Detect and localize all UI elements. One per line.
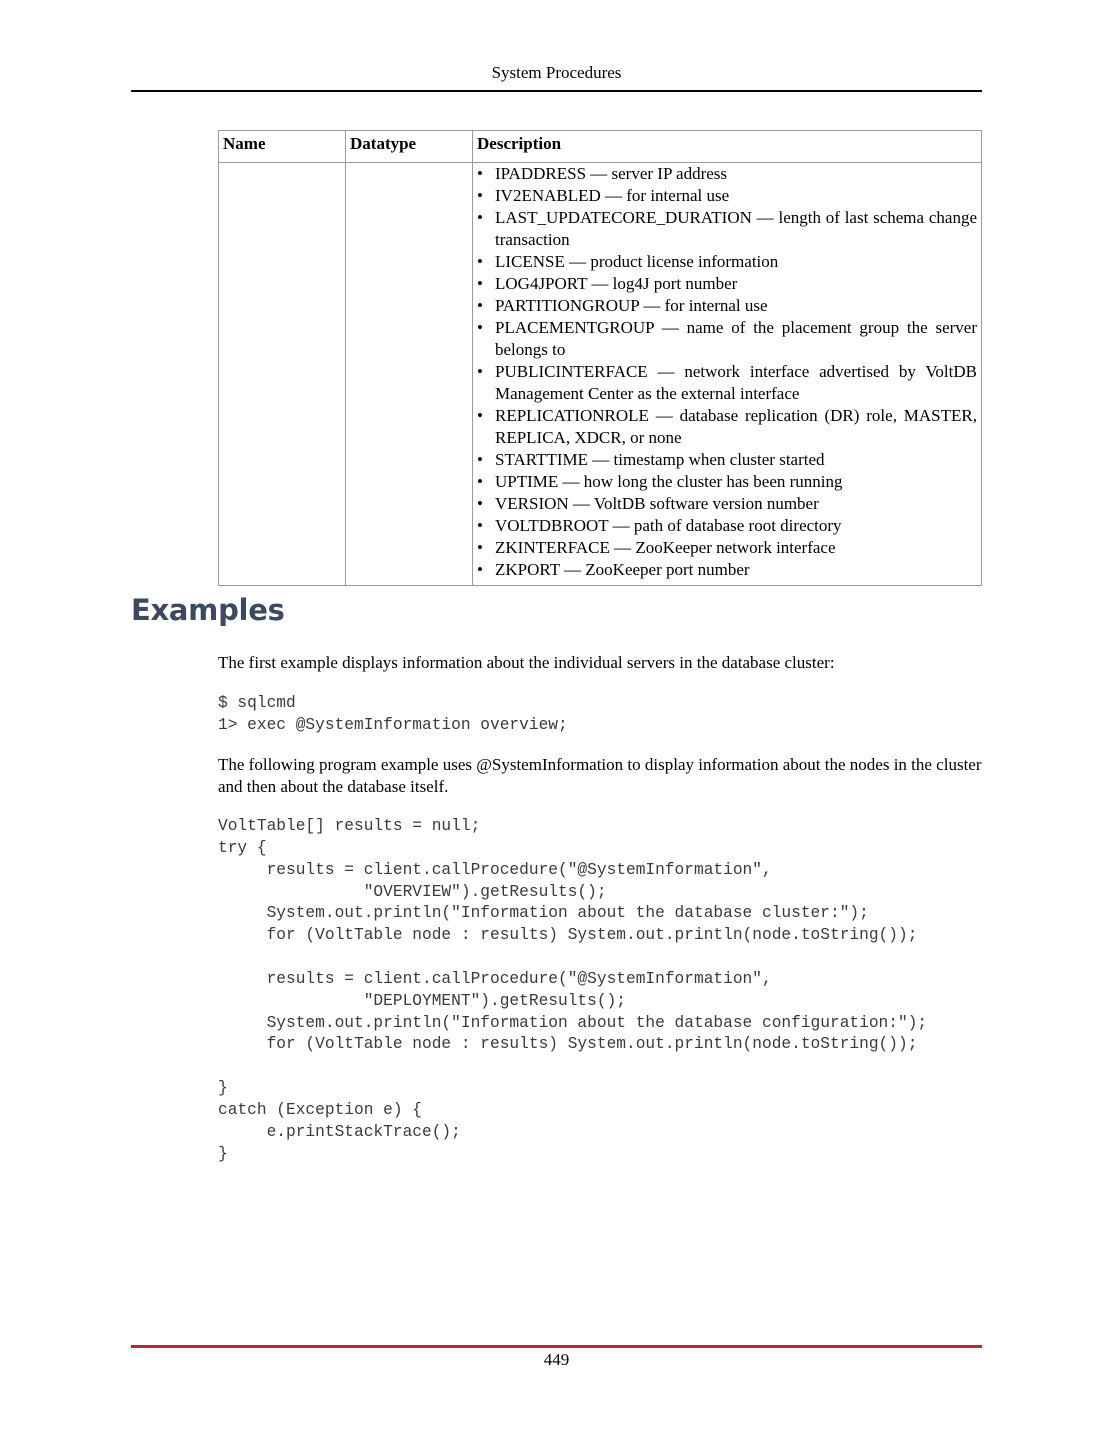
bullet-icon: • bbox=[477, 450, 483, 469]
bullet-icon: • bbox=[477, 164, 483, 183]
list-item-text: IV2ENABLED — for internal use bbox=[495, 186, 730, 205]
list-item bbox=[477, 471, 977, 493]
bullet-icon: • bbox=[477, 538, 483, 557]
bullet-icon: • bbox=[477, 516, 483, 535]
list-item-text: LICENSE — product license information bbox=[495, 252, 779, 271]
list-item bbox=[477, 185, 977, 207]
header-divider bbox=[131, 90, 982, 92]
list-item bbox=[477, 449, 977, 471]
list-item-text: VERSION — VoltDB software version number bbox=[495, 494, 819, 513]
list-item-text: LOG4JPORT — log4J port number bbox=[495, 274, 738, 293]
page-number: 449 bbox=[543, 1350, 570, 1369]
bullet-icon: • bbox=[477, 296, 483, 315]
list-item bbox=[477, 559, 977, 581]
column-header-datatype: Datatype bbox=[346, 131, 473, 163]
bullet-icon: • bbox=[477, 318, 483, 337]
list-item bbox=[477, 207, 977, 251]
datatype-cell bbox=[346, 163, 473, 586]
list-item-text: UPTIME — how long the cluster has been running bbox=[495, 472, 843, 491]
footer-divider bbox=[131, 1345, 982, 1348]
list-item bbox=[477, 295, 977, 317]
bullet-icon: • bbox=[477, 494, 483, 513]
list-item bbox=[477, 273, 977, 295]
list-item bbox=[477, 361, 977, 405]
example-intro-1: The first example displays information about the individual servers in the database cluster: bbox=[218, 653, 835, 672]
list-item-text: REPLICATIONROLE — database replication (DR) role, MASTER, REPLICA, XDCR, or none bbox=[495, 406, 977, 447]
example-intro-2: The following program example uses @SystemInformation to display information about the nodes in the cluster and then about the database itself. bbox=[218, 755, 982, 796]
bullet-icon: • bbox=[477, 472, 483, 491]
list-item bbox=[477, 537, 977, 559]
bullet-icon: • bbox=[477, 208, 483, 227]
description-list bbox=[477, 163, 977, 581]
list-item-text: ZKPORT — ZooKeeper port number bbox=[495, 560, 750, 579]
bullet-icon: • bbox=[477, 406, 483, 425]
list-item bbox=[477, 493, 977, 515]
list-item-text: IPADDRESS — server IP address bbox=[495, 164, 728, 183]
list-item-text: VOLTDBROOT — path of database root directory bbox=[495, 516, 842, 535]
running-header: System Procedures bbox=[491, 63, 622, 82]
list-item bbox=[477, 317, 977, 361]
bullet-icon: • bbox=[477, 274, 483, 293]
table-header-row bbox=[219, 131, 982, 163]
list-item-text: LAST_UPDATECORE_DURATION — length of last schema change transaction bbox=[495, 208, 977, 249]
bullet-icon: • bbox=[477, 560, 483, 579]
list-item-text: PARTITIONGROUP — for internal use bbox=[495, 296, 768, 315]
bullet-icon: • bbox=[477, 186, 483, 205]
list-item-text: PLACEMENTGROUP — name of the placement group the server belongs to bbox=[495, 318, 977, 359]
list-item bbox=[477, 251, 977, 273]
bullet-icon: • bbox=[477, 362, 483, 381]
list-item-text: STARTTIME — timestamp when cluster started bbox=[495, 450, 825, 469]
description-cell bbox=[473, 163, 982, 586]
bullet-icon: • bbox=[477, 252, 483, 271]
list-item bbox=[477, 515, 977, 537]
list-item-text: ZKINTERFACE — ZooKeeper network interface bbox=[495, 538, 836, 557]
code-block-sqlcmd: $ sqlcmd 1> exec @SystemInformation overview; bbox=[218, 694, 568, 734]
list-item bbox=[477, 405, 977, 449]
table-row bbox=[219, 163, 982, 586]
name-cell bbox=[219, 163, 346, 586]
list-item-text: PUBLICINTERFACE — network interface advertised by VoltDB Management Center as the external interface bbox=[495, 362, 977, 403]
column-header-name: Name bbox=[219, 131, 346, 163]
list-item bbox=[477, 163, 977, 185]
parameter-table bbox=[218, 130, 982, 586]
examples-heading: Examples bbox=[131, 593, 285, 627]
code-block-java: VoltTable[] results = null; try { results = client.callProcedure("@SystemInformation", "OVERVIEW").getResults(); System.out.println("Information about the database cluster:"); for (VoltTable node : results) System.out.println(node.toString()); results = client.callProcedure("@SystemInformation", "DEPLOYMENT").getResults(); System.out.println("Information about the database configuration:"); for (VoltTable node : results) System.out.println(node.toString()); } catch (Exception e) { e.printStackTrace(); } bbox=[218, 817, 928, 1163]
column-header-description: Description bbox=[473, 131, 982, 163]
